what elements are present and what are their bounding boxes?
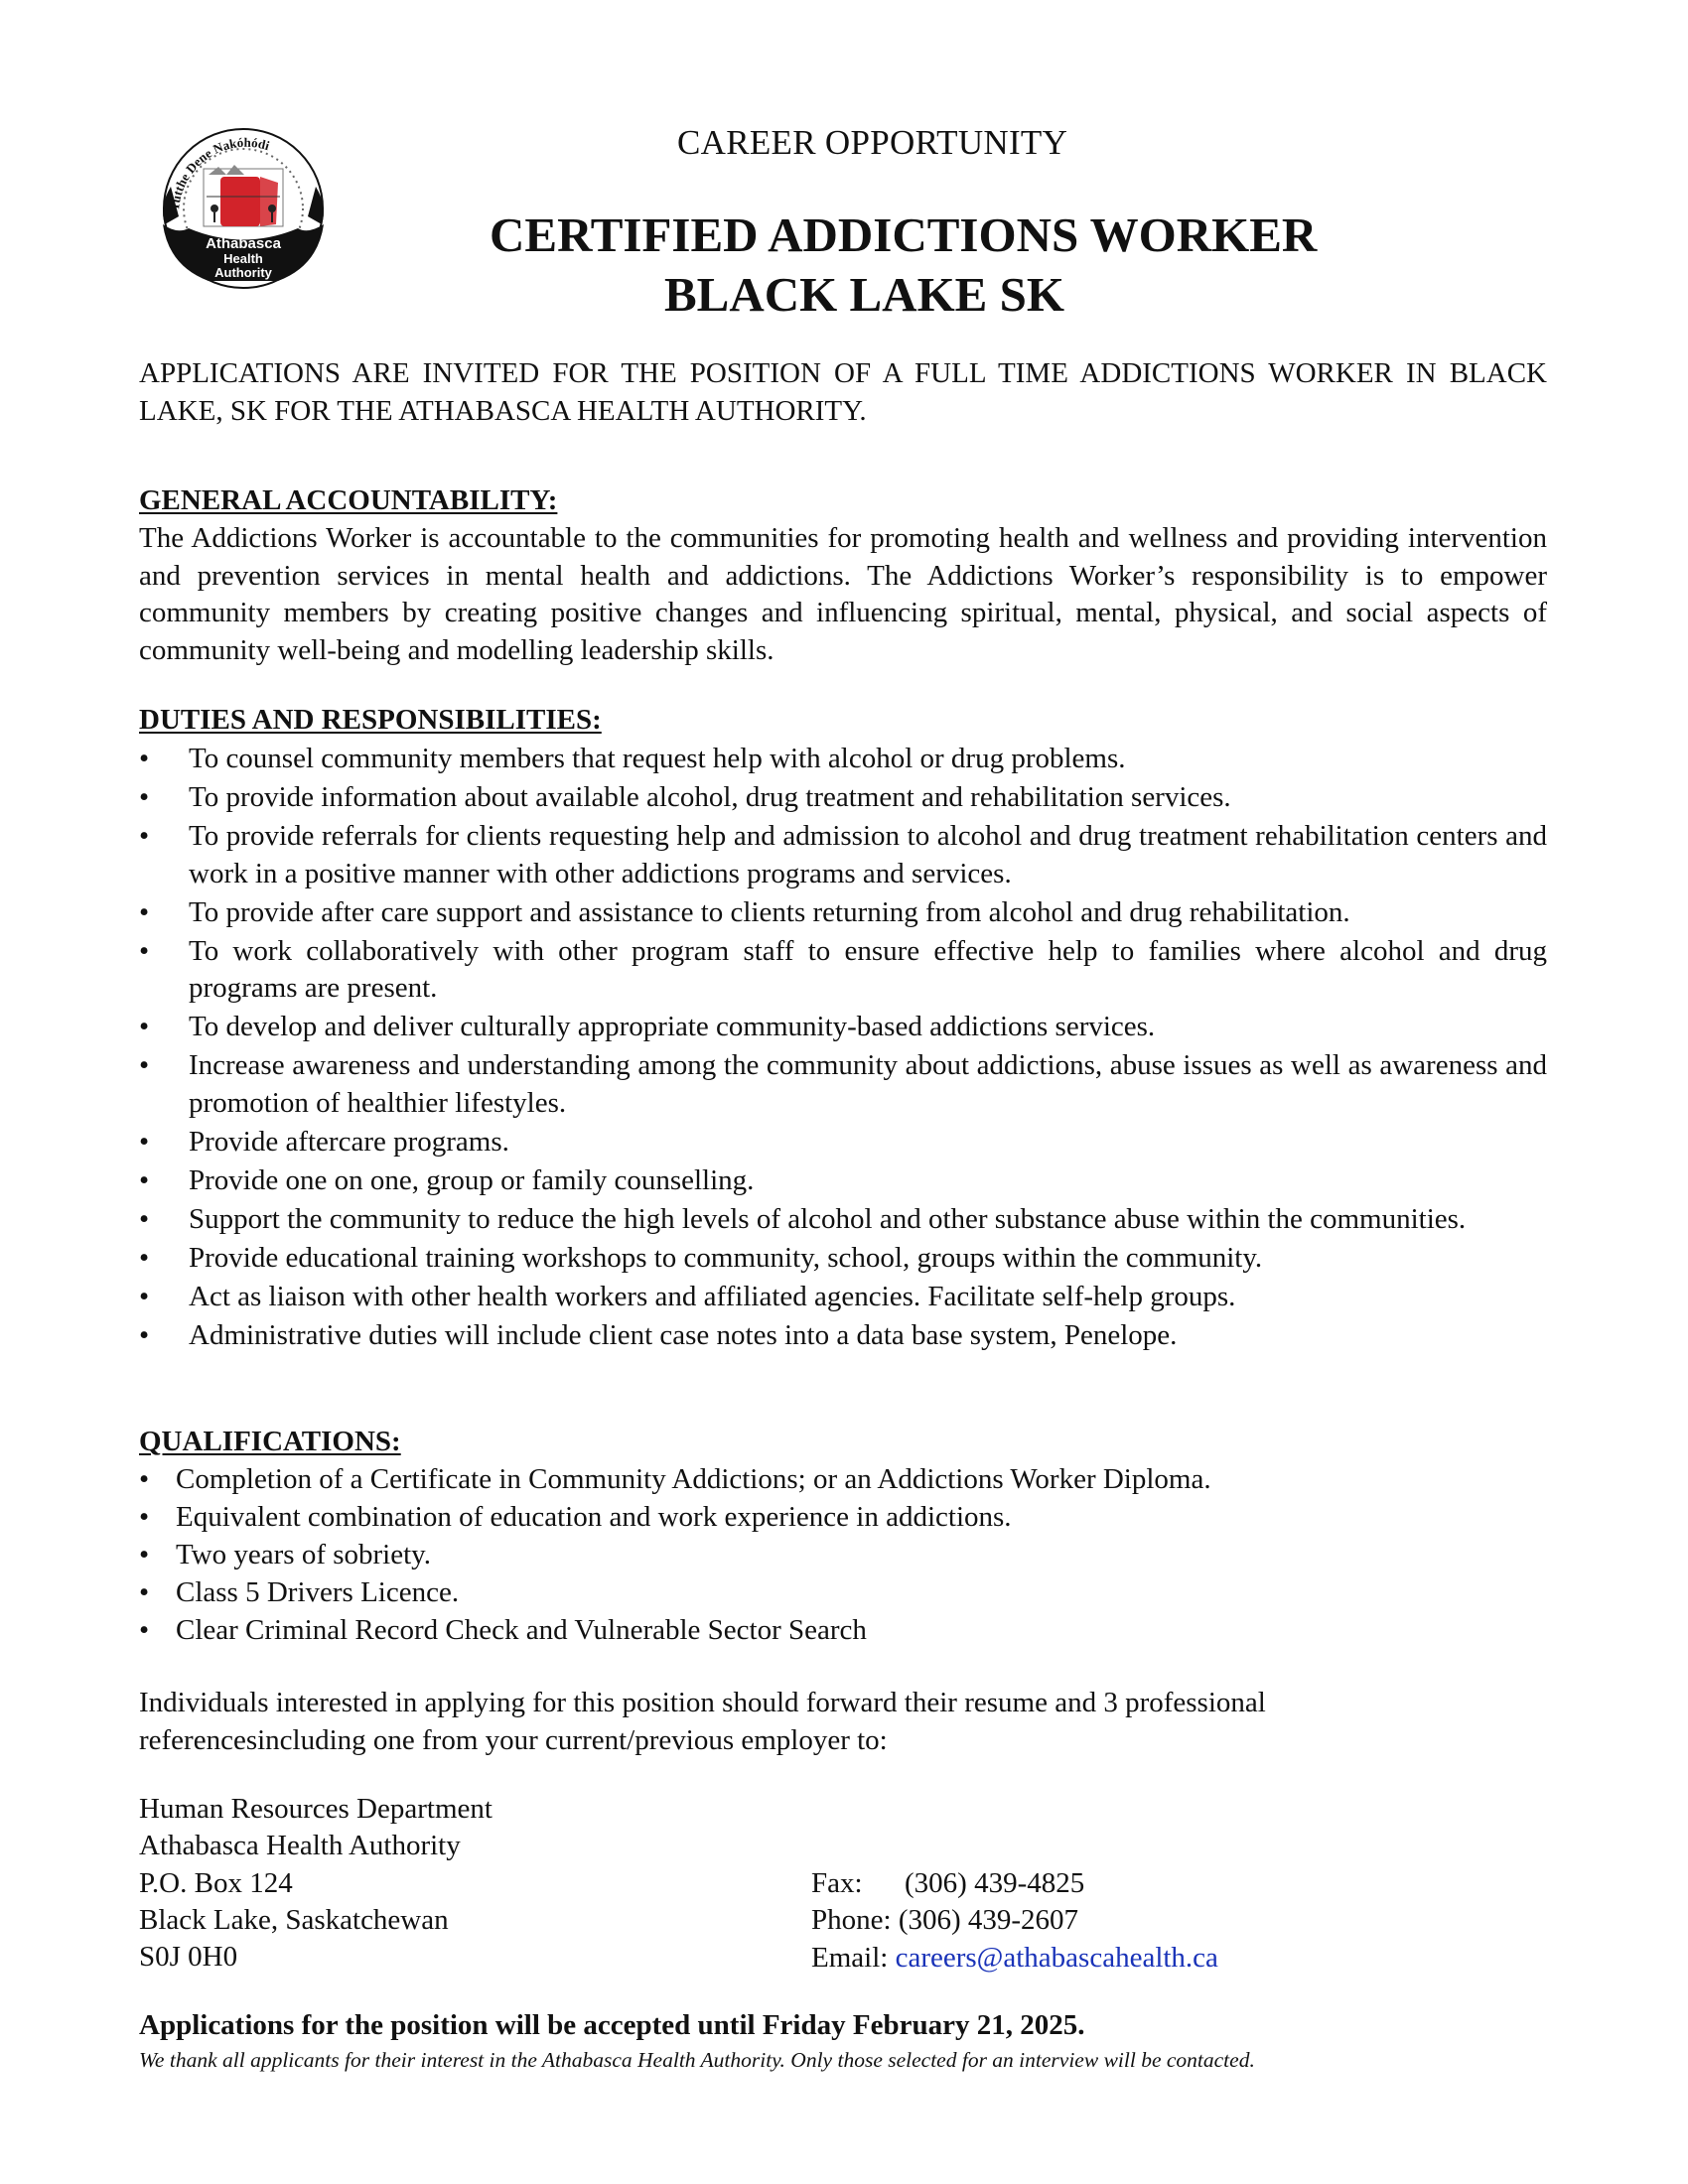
- job-title: CERTIFIED ADDICTIONS WORKER: [490, 207, 1318, 262]
- logo-org-line3: Authority: [214, 265, 272, 280]
- bullet-icon: •: [139, 934, 150, 967]
- qualification-text: Two years of sobriety.: [176, 1539, 432, 1570]
- list-item: [139, 1499, 1547, 1537]
- duty-text: Provide aftercare programs.: [189, 1125, 509, 1158]
- duties-heading: DUTIES AND RESPONSIBILITIES:: [139, 704, 602, 736]
- list-item: [139, 818, 1547, 892]
- address-line: Athabasca Health Authority: [139, 1830, 461, 1862]
- phone-row: [811, 1902, 1218, 1939]
- list-item: [139, 1240, 1547, 1278]
- duty-text: To provide information about available alcohol, drug treatment and rehabilitation services.: [189, 781, 1231, 813]
- address-line: P.O. Box 124: [139, 1866, 293, 1899]
- intro-paragraph: APPLICATIONS ARE INVITED FOR THE POSITION OF A FULL TIME ADDICTIONS WORKER IN BLACK LAKE, SK FOR THE ATHABASCA HEALTH AUTHORITY.: [139, 357, 1547, 427]
- list-item: [139, 1279, 1547, 1316]
- duty-text: Act as liaison with other health workers and affiliated agencies. Facilitate self-help groups.: [189, 1280, 1236, 1312]
- email-row: [811, 1940, 1218, 1977]
- duty-text: To develop and deliver culturally appropriate community-based addictions services.: [189, 1011, 1156, 1042]
- athabasca-health-authority-logo: [149, 117, 338, 291]
- list-item: [139, 894, 1547, 932]
- list-item: [139, 1124, 1547, 1161]
- list-item: [139, 741, 1547, 778]
- qualifications-list: [139, 1461, 1547, 1650]
- phone-number: (306) 439-2607: [898, 1904, 1079, 1937]
- list-item: [139, 1461, 1547, 1499]
- bullet-icon: •: [139, 1011, 150, 1042]
- duty-text: To provide after care support and assistance to clients returning from alcohol and drug rehabilitation.: [189, 895, 1350, 928]
- logo-org-line1: Athabasca: [206, 235, 281, 252]
- bullet-icon: •: [139, 1125, 150, 1158]
- logo-org-line2: Health: [223, 251, 263, 266]
- logo-emblem-icon: [149, 117, 338, 291]
- qualification-text: Clear Criminal Record Check and Vulnerable Sector Search: [176, 1614, 867, 1646]
- qualifications-heading: QUALIFICATIONS:: [139, 1426, 401, 1457]
- list-item: [139, 1574, 1547, 1612]
- bullet-icon: •: [139, 1318, 150, 1351]
- fax-label: Fax:: [811, 1867, 863, 1899]
- mailing-address: [139, 1791, 492, 1976]
- bullet-icon: •: [139, 781, 150, 813]
- general-accountability-text: The Addictions Worker is accountable to the communities for promoting health and wellness and providing intervention and prevention services in mental health and addictions. The Addictions Worker’s responsibility is to empower community members by creating positive changes and influencing spiritual, mental, physical, and social aspects of community well-being and modelling leadership skills.: [139, 522, 1547, 666]
- list-item: [139, 1047, 1547, 1122]
- bullet-icon: •: [139, 820, 150, 852]
- bullet-icon: •: [139, 1501, 150, 1533]
- duty-text: Support the community to reduce the high levels of alcohol and other substance abuse within the communities.: [189, 1202, 1467, 1235]
- bullet-icon: •: [139, 895, 150, 928]
- duties-list: [139, 741, 1547, 1356]
- application-instructions: Individuals interested in applying for this position should forward their resume and 3 professional referencesincluding one from your current/previous employer to:: [139, 1687, 1266, 1756]
- fax-row: [811, 1865, 1218, 1902]
- contact-info: [811, 1865, 1218, 1977]
- duty-text: Increase awareness and understanding among the community about addictions, abuse issues as well as awareness and promotion of healthier lifestyles.: [189, 1049, 1547, 1119]
- email-link[interactable]: careers@athabascahealth.ca: [895, 1941, 1218, 1974]
- qualification-text: Equivalent combination of education and work experience in addictions.: [176, 1501, 1012, 1533]
- list-item: [139, 779, 1547, 817]
- duty-text: To counsel community members that request help with alcohol or drug problems.: [189, 743, 1126, 774]
- general-accountability-heading: GENERAL ACCOUNTABILITY:: [139, 484, 558, 516]
- address-line: Human Resources Department: [139, 1793, 492, 1825]
- qualification-text: Class 5 Drivers Licence.: [176, 1576, 460, 1608]
- bullet-icon: •: [139, 1539, 150, 1570]
- list-item: [139, 1201, 1547, 1239]
- list-item: [139, 1537, 1547, 1574]
- bullet-icon: •: [139, 1163, 150, 1196]
- career-opportunity-heading: CAREER OPPORTUNITY: [677, 123, 1068, 162]
- phone-label: Phone:: [811, 1904, 892, 1937]
- bullet-icon: •: [139, 1280, 150, 1312]
- list-item: [139, 1162, 1547, 1200]
- duty-text: Provide one on one, group or family counselling.: [189, 1163, 755, 1196]
- fax-number: (306) 439-4825: [905, 1867, 1085, 1899]
- address-line: Black Lake, Saskatchewan: [139, 1903, 449, 1936]
- thank-you-note: We thank all applicants for their interest in the Athabasca Health Authority. Only those selected for an interview will be contacted.: [139, 2048, 1255, 2072]
- list-item: [139, 1317, 1547, 1355]
- duty-text: To provide referrals for clients requesting help and admission to alcohol and drug treatment rehabilitation centers and work in a positive manner with other addictions programs and services.: [189, 820, 1547, 889]
- list-item: [139, 1009, 1547, 1046]
- email-label: Email:: [811, 1941, 889, 1974]
- qualification-text: Completion of a Certificate in Community Addictions; or an Addictions Worker Diploma.: [176, 1463, 1211, 1495]
- duty-text: Administrative duties will include client case notes into a data base system, Penelope.: [189, 1318, 1178, 1351]
- list-item: [139, 1612, 1547, 1650]
- bullet-icon: •: [139, 1614, 150, 1646]
- job-location: BLACK LAKE SK: [664, 267, 1064, 322]
- address-line: S0J 0H0: [139, 1941, 238, 1974]
- bullet-icon: •: [139, 1202, 150, 1235]
- application-deadline: Applications for the position will be accepted until Friday February 21, 2025.: [139, 2009, 1085, 2041]
- logo-arc-text: Yutthe Dene Nakóhódi: [166, 134, 272, 212]
- bullet-icon: •: [139, 1576, 150, 1608]
- duty-text: Provide educational training workshops to community, school, groups within the community.: [189, 1241, 1263, 1274]
- bullet-icon: •: [139, 1463, 150, 1495]
- list-item: [139, 933, 1547, 1008]
- bullet-icon: •: [139, 1049, 150, 1081]
- bullet-icon: •: [139, 1241, 150, 1274]
- duty-text: To work collaboratively with other program staff to ensure effective help to families where alcohol and drug programs are present.: [189, 934, 1547, 1004]
- bullet-icon: •: [139, 743, 150, 774]
